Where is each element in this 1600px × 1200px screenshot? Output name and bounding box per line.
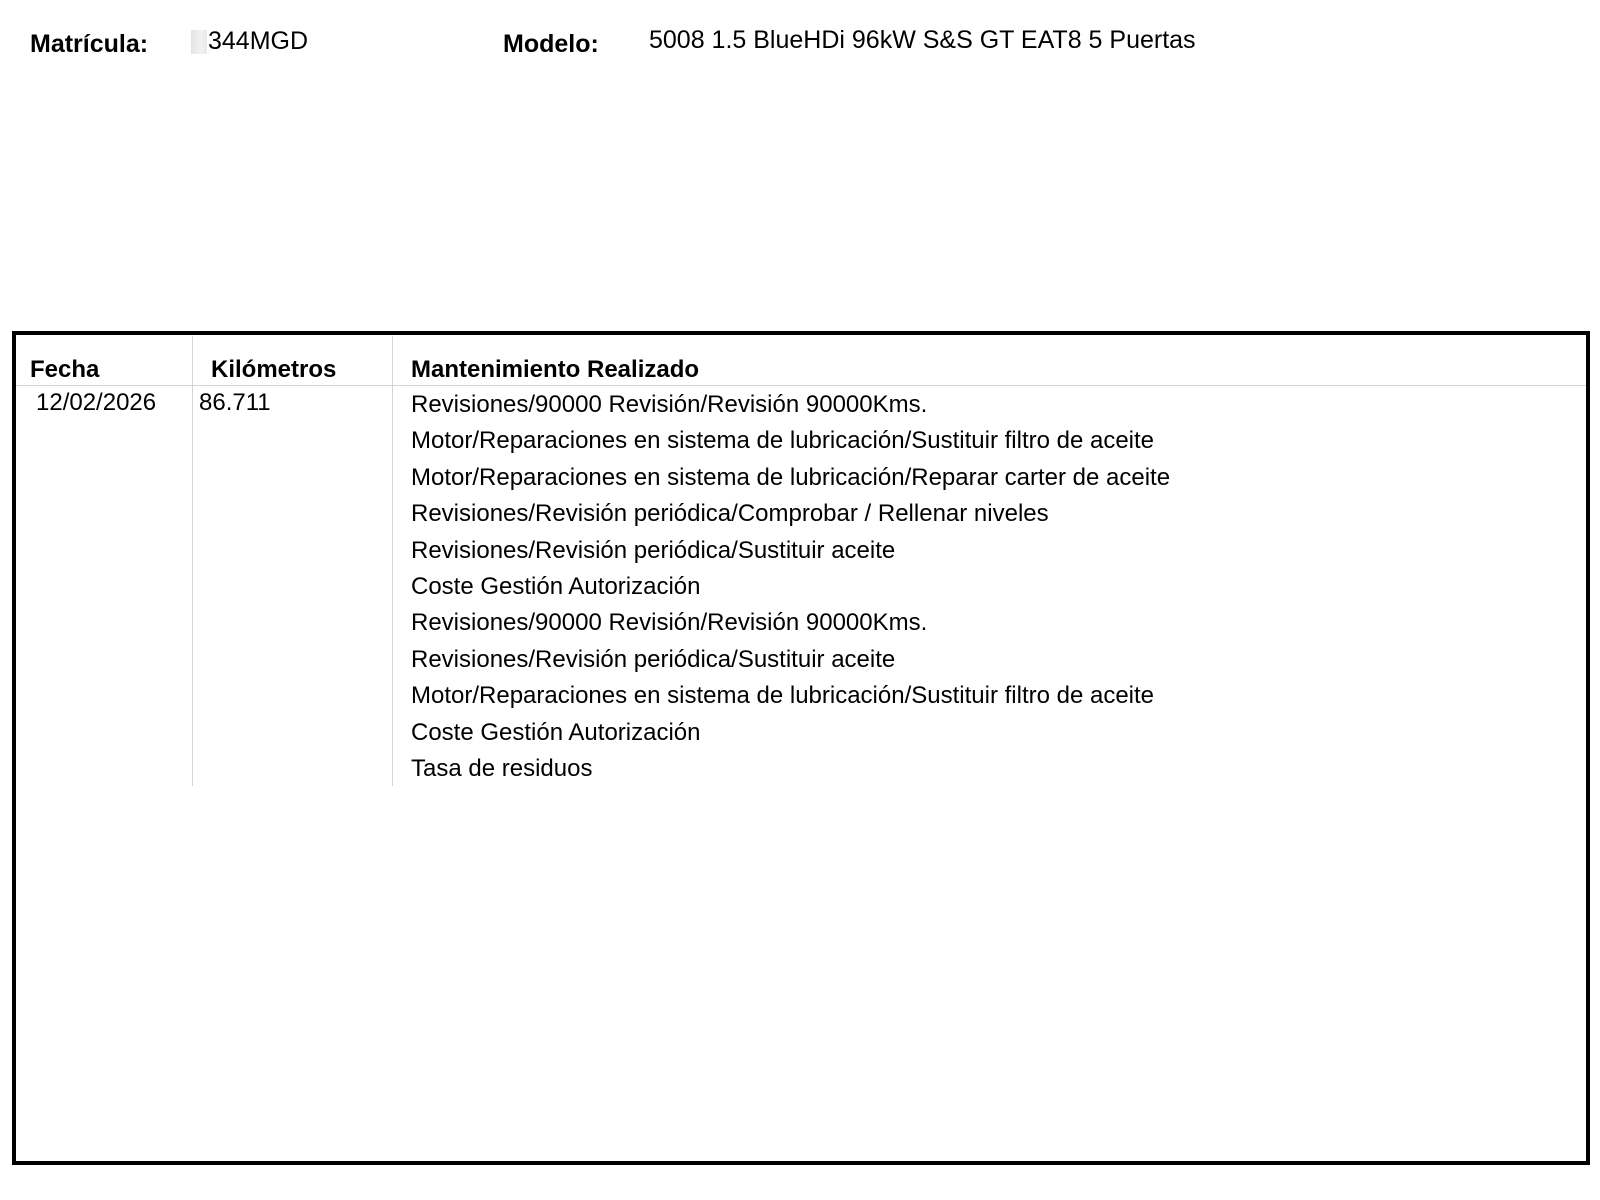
- maintenance-item: Tasa de residuos: [411, 754, 593, 782]
- column-header-date: Fecha: [30, 356, 100, 383]
- maintenance-item: Revisiones/Revisión periódica/Sustituir aceite: [411, 536, 896, 564]
- maintenance-item: Coste Gestión Autorización: [411, 718, 701, 746]
- redacted-block: [191, 30, 207, 54]
- maintenance-item: Motor/Reparaciones en sistema de lubricación/Sustituir filtro de aceite: [411, 427, 1155, 455]
- column-header-maintenance: Mantenimiento Realizado: [411, 356, 700, 383]
- model-value: 5008 1.5 BlueHDi 96kW S&S GT EAT8 5 Puertas: [649, 26, 1196, 54]
- plate-value: 344MGD: [208, 27, 309, 55]
- column-divider-1: [192, 336, 193, 786]
- maintenance-item: Revisiones/90000 Revisión/Revisión 90000Kms.: [411, 609, 928, 637]
- maintenance-item: Motor/Reparaciones en sistema de lubricación/Sustituir filtro de aceite: [411, 682, 1155, 710]
- plate-label: Matrícula:: [30, 30, 149, 58]
- header-divider: [16, 385, 1586, 386]
- column-header-km: Kilómetros: [211, 356, 337, 383]
- row-date: 12/02/2026: [36, 389, 157, 416]
- model-label: Modelo:: [503, 30, 599, 58]
- maintenance-item: Revisiones/Revisión periódica/Comprobar / Rellenar niveles: [411, 500, 1049, 528]
- maintenance-item: Revisiones/90000 Revisión/Revisión 90000Kms.: [411, 391, 928, 418]
- maintenance-item: Revisiones/Revisión periódica/Sustituir aceite: [411, 645, 896, 673]
- row-km: 86.711: [199, 389, 271, 416]
- maintenance-item: Coste Gestión Autorización: [411, 572, 701, 600]
- maintenance-list: [411, 391, 1170, 791]
- column-divider-2: [392, 336, 393, 786]
- maintenance-item: Motor/Reparaciones en sistema de lubricación/Reparar carter de aceite: [411, 463, 1171, 491]
